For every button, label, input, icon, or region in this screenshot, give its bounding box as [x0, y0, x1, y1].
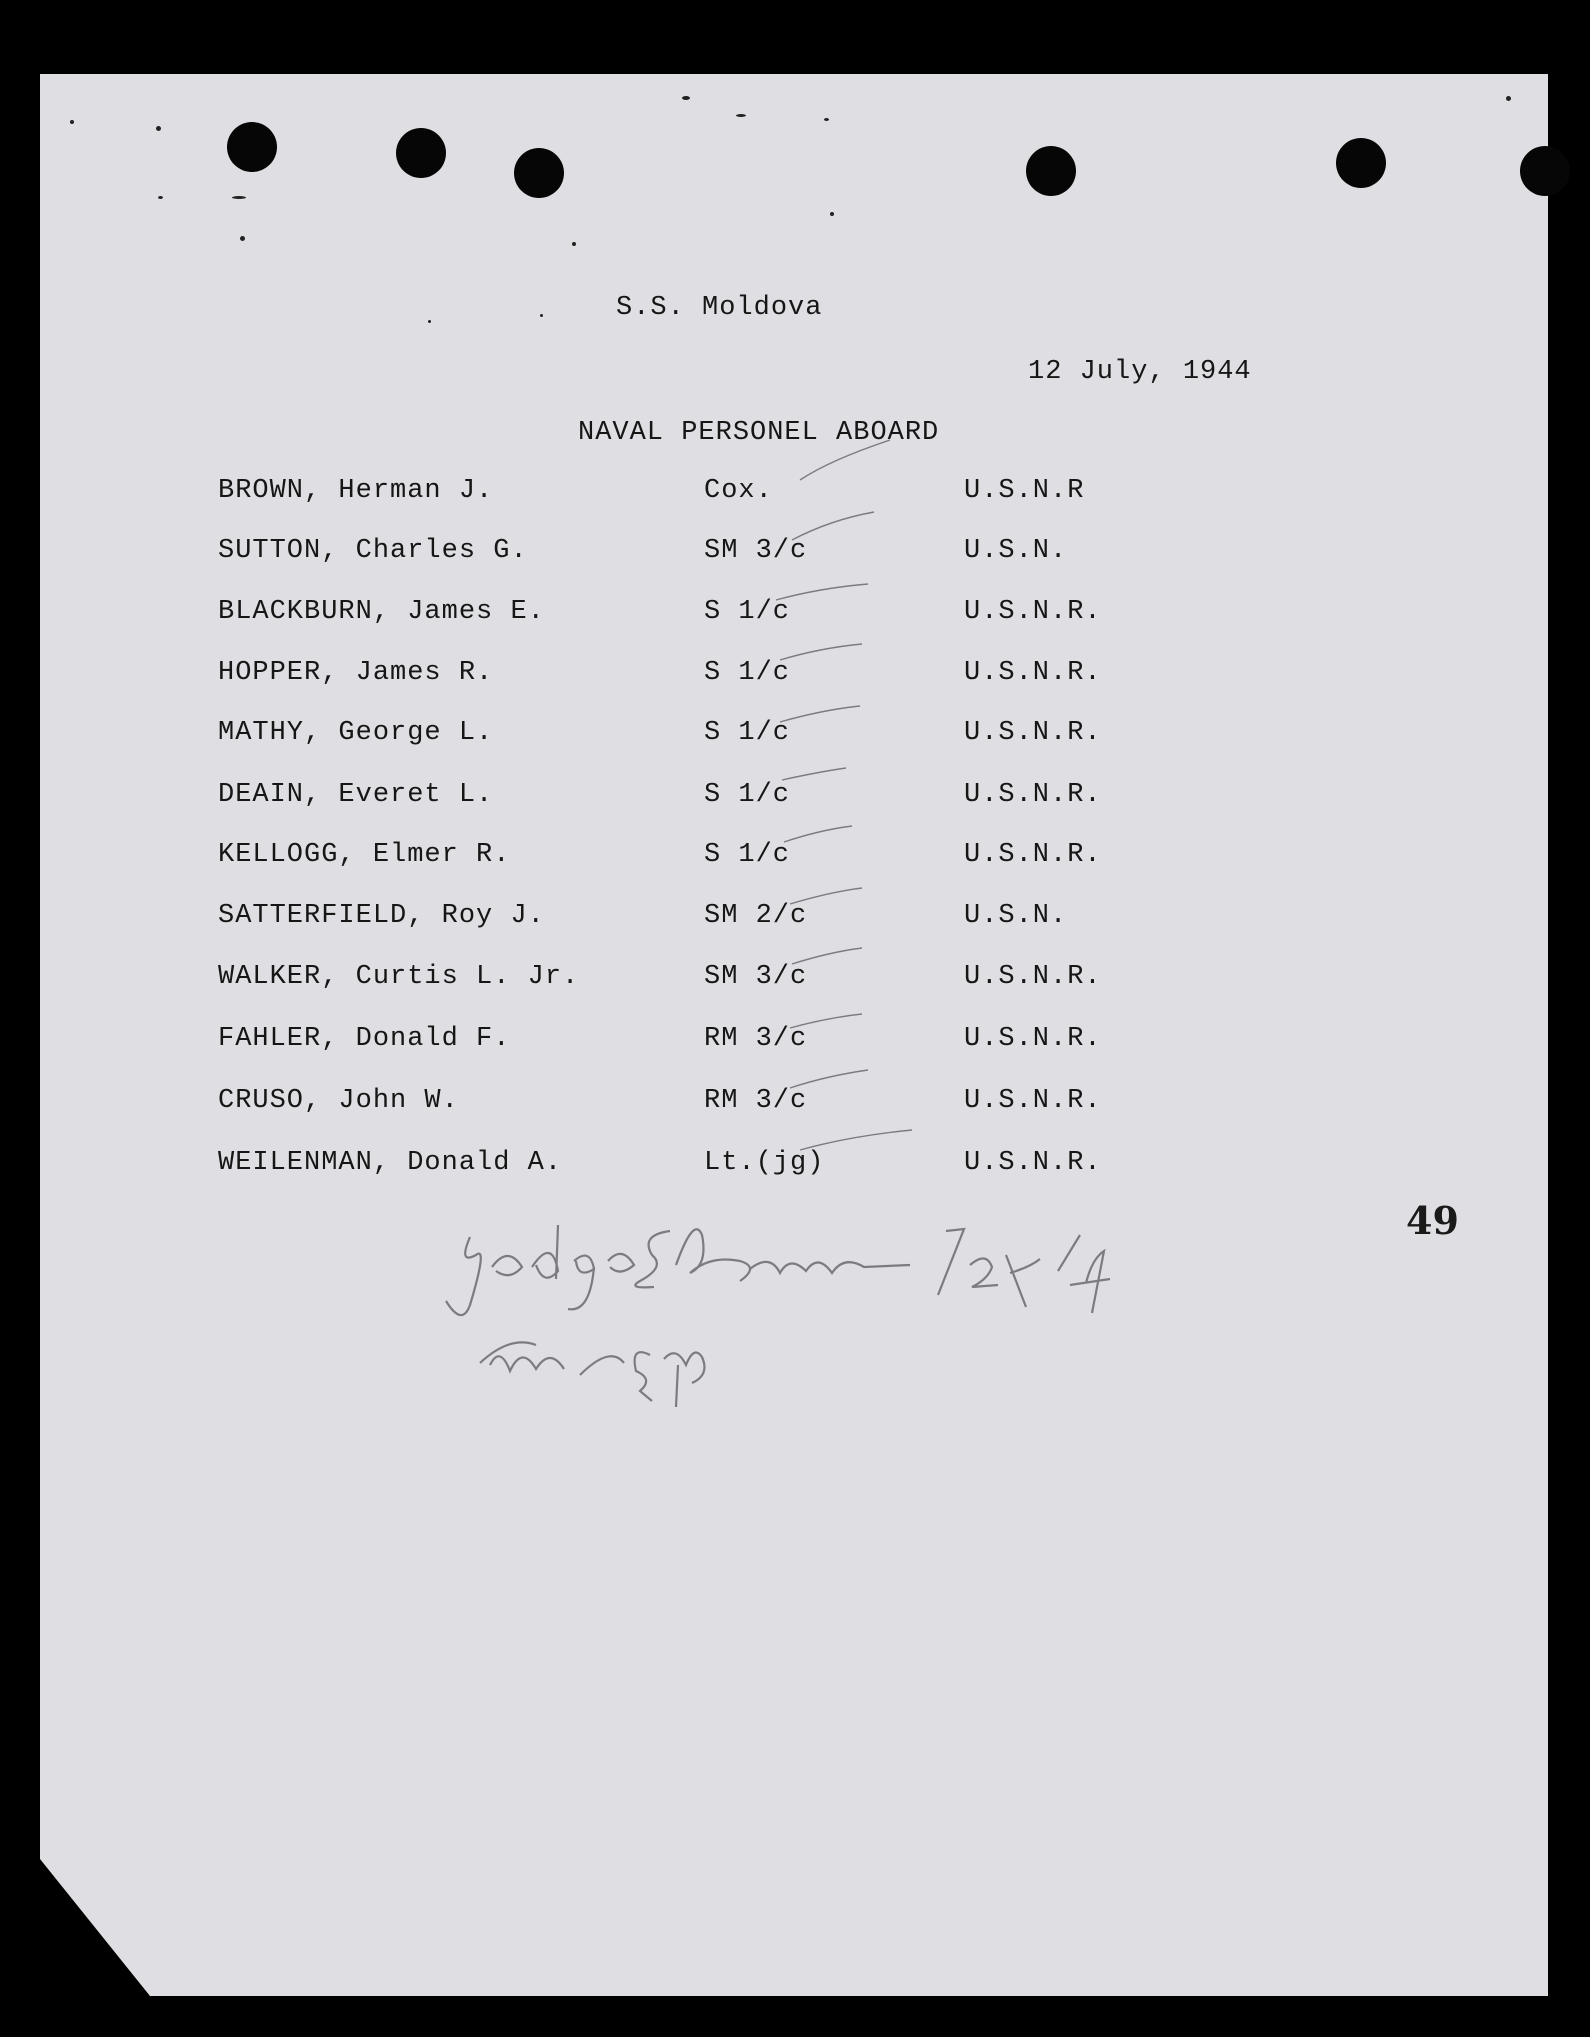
check-mark: [782, 768, 846, 780]
document-date: 12 July, 1944: [1028, 357, 1252, 387]
check-mark: [792, 512, 874, 540]
crew-service: U.S.N.R: [964, 476, 1085, 506]
crew-service: U.S.N.: [964, 901, 1068, 931]
crew-service: U.S.N.R.: [964, 1148, 1102, 1178]
crew-rate: RM 3/c: [704, 1086, 808, 1116]
crew-name: DEAIN, Everet L.: [218, 780, 494, 810]
check-mark: [776, 584, 868, 600]
document-heading: NAVAL PERSONEL ABOARD: [578, 418, 940, 448]
crew-service: U.S.N.R.: [964, 962, 1102, 992]
check-mark: [800, 440, 890, 480]
handwritten-signature: [440, 1195, 1200, 1425]
check-mark: [790, 1070, 868, 1088]
crew-rate: Cox.: [704, 476, 773, 506]
crew-rate: SM 3/c: [704, 536, 808, 566]
ship-name: S.S. Moldova: [616, 293, 823, 323]
check-mark: [800, 1130, 912, 1150]
check-mark: [784, 826, 852, 842]
crew-name: KELLOGG, Elmer R.: [218, 840, 511, 870]
crew-service: U.S.N.: [964, 536, 1068, 566]
crew-rate: S 1/c: [704, 780, 791, 810]
check-mark: [790, 888, 862, 904]
crew-rate: Lt.(jg): [704, 1148, 825, 1178]
crew-name: SATTERFIELD, Roy J.: [218, 901, 545, 931]
check-mark: [780, 644, 862, 660]
crew-rate: S 1/c: [704, 718, 791, 748]
crew-name: FAHLER, Donald F.: [218, 1024, 511, 1054]
crew-service: U.S.N.R.: [964, 780, 1102, 810]
crew-name: WALKER, Curtis L. Jr.: [218, 962, 580, 992]
crew-name: MATHY, George L.: [218, 718, 494, 748]
crew-rate: S 1/c: [704, 658, 791, 688]
crew-rate: RM 3/c: [704, 1024, 808, 1054]
crew-service: U.S.N.R.: [964, 1086, 1102, 1116]
crew-rate: S 1/c: [704, 597, 791, 627]
crew-service: U.S.N.R.: [964, 718, 1102, 748]
crew-name: SUTTON, Charles G.: [218, 536, 528, 566]
crew-rate: SM 3/c: [704, 962, 808, 992]
crew-rate: S 1/c: [704, 840, 791, 870]
check-mark: [792, 948, 862, 964]
crew-service: U.S.N.R.: [964, 597, 1102, 627]
crew-name: WEILENMAN, Donald A.: [218, 1148, 563, 1178]
crew-name: HOPPER, James R.: [218, 658, 494, 688]
crew-rate: SM 2/c: [704, 901, 808, 931]
crew-name: CRUSO, John W.: [218, 1086, 459, 1116]
page-number: 49: [1406, 1198, 1459, 1243]
crew-name: BLACKBURN, James E.: [218, 597, 545, 627]
crew-service: U.S.N.R.: [964, 1024, 1102, 1054]
crew-service: U.S.N.R.: [964, 840, 1102, 870]
check-mark: [780, 706, 860, 722]
crew-name: BROWN, Herman J.: [218, 476, 494, 506]
check-mark: [790, 1014, 862, 1028]
crew-service: U.S.N.R.: [964, 658, 1102, 688]
